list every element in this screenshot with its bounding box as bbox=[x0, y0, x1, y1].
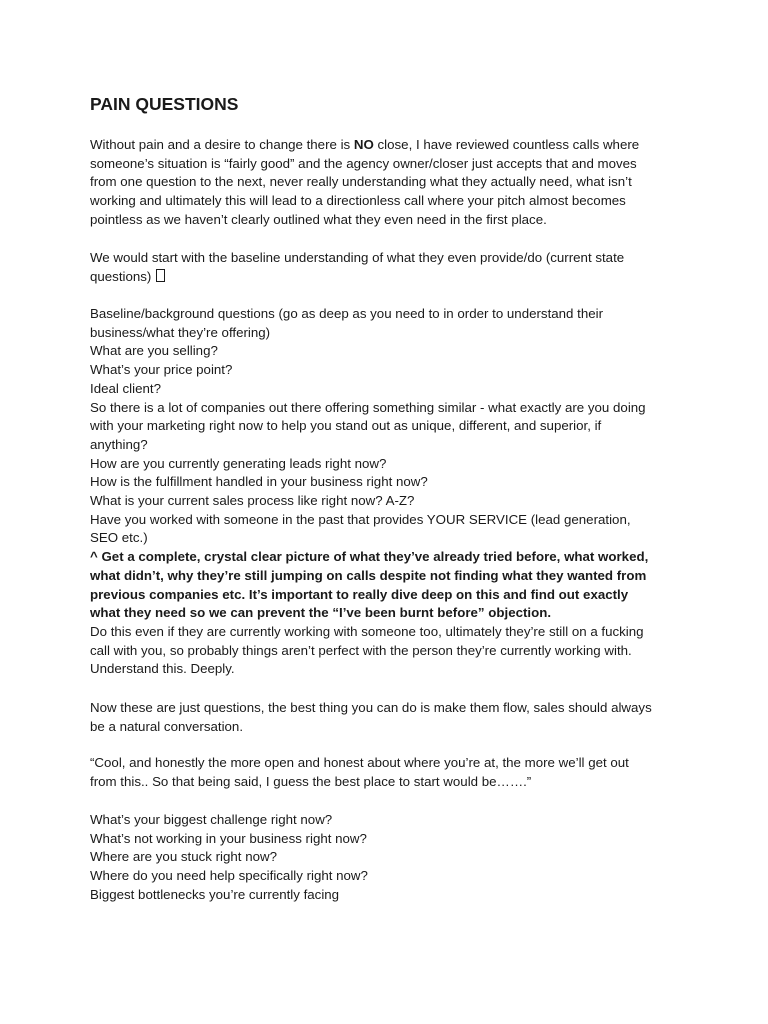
intro-line-1 bbox=[90, 136, 639, 155]
baseline-question: SEO etc.) bbox=[90, 530, 148, 546]
flow-paragraph bbox=[90, 699, 652, 736]
baseline-question: with your marketing right now to help you stand out as unique, different, and superior, if bbox=[90, 418, 602, 434]
baseline-intro-text: questions) bbox=[90, 268, 156, 284]
emphasis-no: NO bbox=[353, 137, 374, 152]
baseline-question: anything? bbox=[90, 436, 148, 452]
intro-line-2: someone’s situation is “fairly good” and the agency owner/closer just accepts that and moves bbox=[90, 155, 637, 171]
baseline-intro-paragraph bbox=[90, 249, 624, 286]
baseline-question: Ideal client? bbox=[90, 380, 161, 396]
followup-line: Do this even if they are currently working with someone too, ultimately they’re still on a fucking bbox=[90, 623, 644, 639]
baseline-line: business/what they’re offering) bbox=[90, 324, 271, 340]
pain-questions-list bbox=[90, 811, 368, 905]
flow-line-2: be a natural conversation. bbox=[90, 718, 244, 734]
intro-text-post: close, I have reviewed countless calls where bbox=[373, 137, 640, 152]
baseline-question: What’s your price point? bbox=[90, 362, 233, 378]
intro-line-5: pointless as we haven’t clearly outlined what they even need in the first place. bbox=[90, 211, 547, 227]
intro-text-pre: Without pain and a desire to change there is bbox=[90, 137, 354, 152]
followup-line: call with you, so probably things aren’t perfect with the person they’re currently working with. bbox=[90, 642, 632, 658]
baseline-question: What are you selling? bbox=[90, 343, 218, 359]
baseline-intro-line-2 bbox=[90, 268, 624, 287]
baseline-questions-block bbox=[90, 305, 648, 679]
bold-note-line: previous companies etc. It’s important to really dive deep on this and find out exactly bbox=[90, 586, 629, 602]
baseline-intro-line-1: We would start with the baseline understanding of what they even provide/do (current state bbox=[90, 250, 625, 265]
quote-line-2: from this.. So that being said, I guess the best place to start would be…….” bbox=[90, 773, 532, 789]
bold-note-line: what they need so we can prevent the “I’ve been burnt before” objection. bbox=[90, 605, 552, 621]
pain-question: What’s not working in your business right now? bbox=[90, 830, 367, 846]
pain-question: Where are you stuck right now? bbox=[90, 849, 277, 865]
baseline-question: Have you worked with someone in the past that provides YOUR SERVICE (lead generation, bbox=[90, 511, 631, 527]
pain-question: Biggest bottlenecks you’re currently facing bbox=[90, 886, 340, 902]
quote-line-1: “Cool, and honestly the more open and honest about where you’re at, the more we’ll get out bbox=[90, 755, 629, 770]
baseline-question: How is the fulfillment handled in your business right now? bbox=[90, 474, 428, 490]
page-title: PAIN QUESTIONS bbox=[90, 94, 239, 114]
baseline-line: Baseline/background questions (go as deep as you need to in order to understand their bbox=[90, 306, 604, 321]
flow-line-1: Now these are just questions, the best thing you can do is make them flow, sales should always bbox=[90, 700, 652, 715]
intro-line-3: from one question to the next, never really understanding what they actually need, what isn’t bbox=[90, 174, 632, 190]
followup-line: Understand this. Deeply. bbox=[90, 661, 235, 677]
bold-note-line: what didn’t, why they’re still jumping on calls despite not finding what they wanted from bbox=[90, 567, 647, 583]
missing-glyph-icon bbox=[156, 269, 165, 282]
intro-line-4: working and ultimately this will lead to a directionless call where your pitch almost becomes bbox=[90, 193, 626, 209]
intro-paragraph bbox=[90, 136, 639, 230]
bold-note-line: ^ Get a complete, crystal clear picture of what they’ve already tried before, what worked, bbox=[90, 549, 649, 565]
pain-question: What’s your biggest challenge right now? bbox=[90, 812, 333, 827]
quote-paragraph bbox=[90, 754, 629, 791]
baseline-question: So there is a lot of companies out there offering something similar - what exactly are you doing bbox=[90, 399, 646, 415]
baseline-question: How are you currently generating leads right now? bbox=[90, 455, 387, 471]
baseline-question: What is your current sales process like right now? A-Z? bbox=[90, 493, 415, 509]
pain-question: Where do you need help specifically right now? bbox=[90, 868, 368, 884]
